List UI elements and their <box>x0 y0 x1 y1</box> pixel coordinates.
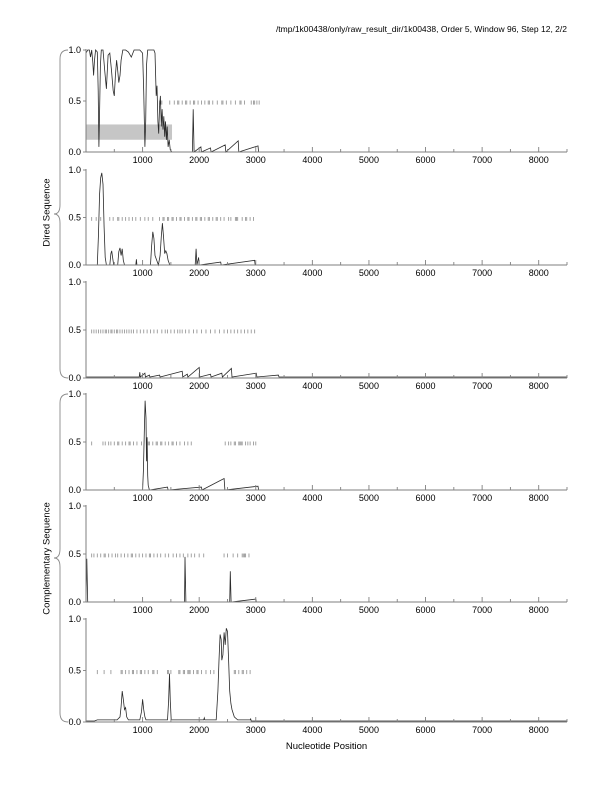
x-tick-label: 1000 <box>132 268 153 278</box>
x-tick-label: 5000 <box>358 725 379 735</box>
figure-title: /tmp/1k00438/only/raw_result_dir/1k00438, Order 5, Window 96, Step 12, 2/2 <box>275 24 567 34</box>
x-tick-label: 1000 <box>132 605 153 615</box>
x-tick-label: 8000 <box>528 381 549 391</box>
x-tick-label: 7000 <box>472 268 493 278</box>
x-tick-label: 8000 <box>528 725 549 735</box>
y-tick-label: 0.0 <box>68 597 81 607</box>
y-ticks <box>68 277 86 383</box>
x-tick-label: 7000 <box>472 381 493 391</box>
x-tick-label: 4000 <box>302 493 323 503</box>
panel-dired-2 <box>68 165 567 278</box>
x-tick-label: 4000 <box>302 605 323 615</box>
x-tick-label: 1000 <box>132 725 153 735</box>
x-tick-label: 5000 <box>358 268 379 278</box>
x-ticks <box>114 597 567 615</box>
x-tick-label: 6000 <box>415 725 436 735</box>
x-tick-label: 8000 <box>528 155 549 165</box>
probability-curve <box>86 401 567 490</box>
x-tick-label: 4000 <box>302 155 323 165</box>
x-tick-label: 5000 <box>358 605 379 615</box>
brace-complementary-sequence <box>54 394 68 722</box>
x-tick-label: 1000 <box>132 155 153 165</box>
rug-ticks <box>92 330 255 334</box>
y-ticks <box>68 614 86 727</box>
x-tick-label: 8000 <box>528 268 549 278</box>
x-ticks <box>114 260 567 278</box>
probability-curve <box>86 557 567 602</box>
y-tick-label: 0.0 <box>68 373 81 383</box>
x-tick-label: 4000 <box>302 381 323 391</box>
y-ticks <box>68 389 86 495</box>
x-tick-label: 2000 <box>189 605 210 615</box>
x-tick-label: 2000 <box>189 381 210 391</box>
y-tick-label: 0.0 <box>68 717 81 727</box>
y-tick-label: 1.0 <box>68 614 81 624</box>
group-label-dired-sequence: Dired Sequence <box>41 178 53 247</box>
x-tick-label: 4000 <box>302 725 323 735</box>
x-tick-label: 1000 <box>132 493 153 503</box>
x-tick-label: 6000 <box>415 493 436 503</box>
y-tick-label: 1.0 <box>68 277 81 287</box>
y-tick-label: 0.5 <box>68 437 81 447</box>
x-tick-label: 6000 <box>415 268 436 278</box>
x-tick-label: 7000 <box>472 725 493 735</box>
y-tick-label: 1.0 <box>68 165 81 175</box>
x-ticks <box>114 373 567 391</box>
y-tick-label: 0.5 <box>68 212 81 223</box>
y-tick-label: 0.0 <box>68 147 81 157</box>
x-tick-label: 3000 <box>245 381 266 391</box>
y-tick-label: 0.5 <box>68 665 81 676</box>
panel-dired-1 <box>68 45 567 165</box>
rug-ticks <box>92 554 249 558</box>
panel-complementary-2 <box>68 501 567 615</box>
rug-ticks <box>97 670 250 674</box>
x-tick-label: 4000 <box>302 268 323 278</box>
x-tick-label: 3000 <box>245 605 266 615</box>
x-tick-label: 7000 <box>472 155 493 165</box>
x-tick-label: 6000 <box>415 381 436 391</box>
rug-ticks <box>92 442 256 446</box>
x-tick-label: 2000 <box>189 493 210 503</box>
rug-ticks <box>160 100 260 104</box>
x-tick-label: 7000 <box>472 605 493 615</box>
x-tick-label: 3000 <box>245 155 266 165</box>
group-label-complementary-sequence: Complementary Sequence <box>41 502 53 615</box>
x-tick-label: 1000 <box>132 381 153 391</box>
probability-curve <box>86 367 567 377</box>
x-tick-label: 5000 <box>358 155 379 165</box>
brace-dired-sequence <box>54 50 68 378</box>
y-tick-label: 1.0 <box>68 389 81 399</box>
x-tick-label: 3000 <box>245 725 266 735</box>
y-tick-label: 0.5 <box>68 549 81 559</box>
y-ticks <box>68 45 86 157</box>
probability-curve <box>86 173 567 265</box>
x-tick-label: 2000 <box>189 155 210 165</box>
x-tick-label: 8000 <box>528 605 549 615</box>
probability-curve <box>86 628 567 721</box>
y-tick-label: 0.5 <box>68 96 81 106</box>
x-tick-label: 6000 <box>415 605 436 615</box>
y-tick-label: 0.0 <box>68 485 81 495</box>
x-tick-label: 5000 <box>358 381 379 391</box>
x-tick-label: 3000 <box>245 493 266 503</box>
panel-dired-3 <box>68 277 567 391</box>
y-ticks <box>68 165 86 270</box>
y-tick-label: 1.0 <box>68 45 81 55</box>
x-tick-label: 8000 <box>528 493 549 503</box>
panel-complementary-1 <box>68 389 567 503</box>
x-axis-label: Nucleotide Position <box>285 741 368 752</box>
x-tick-label: 6000 <box>415 155 436 165</box>
x-ticks <box>114 485 567 503</box>
x-ticks <box>114 147 567 165</box>
y-tick-label: 0.0 <box>68 260 81 270</box>
panel-complementary-3 <box>68 614 567 735</box>
rug-ticks <box>92 217 254 221</box>
x-tick-label: 2000 <box>189 725 210 735</box>
x-tick-label: 5000 <box>358 493 379 503</box>
x-tick-label: 3000 <box>245 268 266 278</box>
y-tick-label: 0.5 <box>68 325 81 335</box>
x-tick-label: 7000 <box>472 493 493 503</box>
x-tick-label: 2000 <box>189 268 210 278</box>
y-tick-label: 1.0 <box>68 501 81 511</box>
y-ticks <box>68 501 86 607</box>
